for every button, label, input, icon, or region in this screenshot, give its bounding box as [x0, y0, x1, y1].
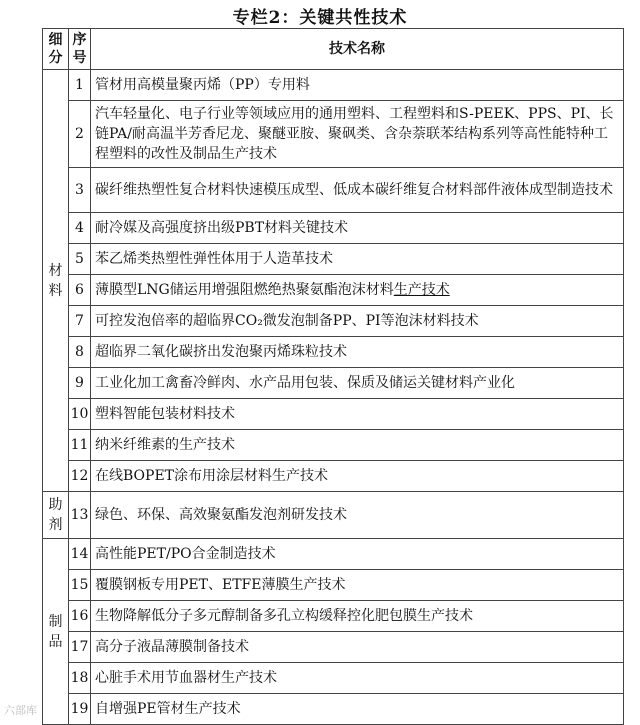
row-index: 2: [69, 101, 91, 168]
technology-name: 生物降解低分子多元醇制备多孔立构缓释控化肥包膜生产技术: [91, 601, 624, 632]
table-row: [43, 275, 624, 306]
technology-name: 耐冷媒及高强度挤出级PBT材料关键技术: [91, 213, 624, 244]
table-row: [43, 663, 624, 694]
row-index: 10: [69, 399, 91, 430]
table-row: [43, 368, 624, 399]
technology-name: 高分子液晶薄膜制备技术: [91, 632, 624, 663]
row-index: 4: [69, 213, 91, 244]
technology-name: 管材用高模量聚丙烯（PP）专用料: [91, 70, 624, 101]
technology-name: 覆膜钢板专用PET、ETFE薄膜生产技术: [91, 570, 624, 601]
row-index: 1: [69, 70, 91, 101]
row-index: 12: [69, 461, 91, 492]
table-row: [43, 461, 624, 492]
table-row: [43, 492, 624, 539]
technology-name: 心脏手术用节血器材生产技术: [91, 663, 624, 694]
table-row: [43, 70, 624, 101]
category-cell: 制品: [43, 539, 69, 725]
technology-name: 可控发泡倍率的超临界CO₂微发泡制备PP、PI等泡沫材料技术: [91, 306, 624, 337]
row-index: 16: [69, 601, 91, 632]
table-row: [43, 430, 624, 461]
technology-name: 纳米纤维素的生产技术: [91, 430, 624, 461]
table-row: [43, 213, 624, 244]
technology-name: 绿色、环保、高效聚氨酯发泡剂研发技术: [91, 492, 624, 539]
table-row: [43, 168, 624, 213]
row-index: 17: [69, 632, 91, 663]
row-index: 9: [69, 368, 91, 399]
table-row: [43, 632, 624, 663]
row-index: 11: [69, 430, 91, 461]
technology-name: 塑料智能包装材料技术: [91, 399, 624, 430]
header-index: 序号: [69, 29, 91, 70]
row-index: 7: [69, 306, 91, 337]
row-index: 13: [69, 492, 91, 539]
header-category: 细分: [43, 29, 69, 70]
table-header-row: [43, 29, 624, 70]
table-title: 专栏2：关键共性技术: [232, 8, 408, 28]
technology-name: 在线BOPET涂布用涂层材料生产技术: [91, 461, 624, 492]
technology-name: 苯乙烯类热塑性弹性体用于人造革技术: [91, 244, 624, 275]
table-row: [43, 337, 624, 368]
technology-name: 高性能PET/PO合金制造技术: [91, 539, 624, 570]
row-index: 8: [69, 337, 91, 368]
table-row: [43, 601, 624, 632]
table-row: [43, 570, 624, 601]
row-index: 5: [69, 244, 91, 275]
table-row: [43, 244, 624, 275]
row-index: 6: [69, 275, 91, 306]
technology-name: 碳纤维热塑性复合材料快速模压成型、低成本碳纤维复合材料部件液体成型制造技术: [91, 168, 624, 213]
table-row: [43, 399, 624, 430]
watermark: 六部库: [4, 704, 37, 717]
row-index: 3: [69, 168, 91, 213]
row-index: 18: [69, 663, 91, 694]
underlined-text: 生产技术: [393, 282, 450, 298]
technology-name: 汽车轻量化、电子行业等领域应用的通用塑料、工程塑料和S-PEEK、PPS、PI、长链PA/耐高温半芳香尼龙、聚醚亚胺、聚砜类、含杂萘联苯结构系列等高性能特种工程塑料的改性及制品生产技术: [91, 101, 624, 168]
technology-name: 薄膜型LNG储运用增强阻燃绝热聚氨酯泡沫材料生产技术: [91, 275, 624, 306]
technology-name: 超临界二氧化碳挤出发泡聚丙烯珠粒技术: [91, 337, 624, 368]
row-index: 19: [69, 694, 91, 725]
category-cell: 材料: [43, 70, 69, 492]
key-technology-table: [42, 28, 624, 725]
row-index: 14: [69, 539, 91, 570]
table-row: [43, 101, 624, 168]
row-index: 15: [69, 570, 91, 601]
header-name: 技术名称: [91, 29, 624, 70]
table-row: [43, 306, 624, 337]
table-row: [43, 539, 624, 570]
technology-name: 工业化加工禽畜冷鲜肉、水产品用包装、保质及储运关键材料产业化: [91, 368, 624, 399]
category-cell: 助剂: [43, 492, 69, 539]
technology-name: 自增强PE管材生产技术: [91, 694, 624, 725]
